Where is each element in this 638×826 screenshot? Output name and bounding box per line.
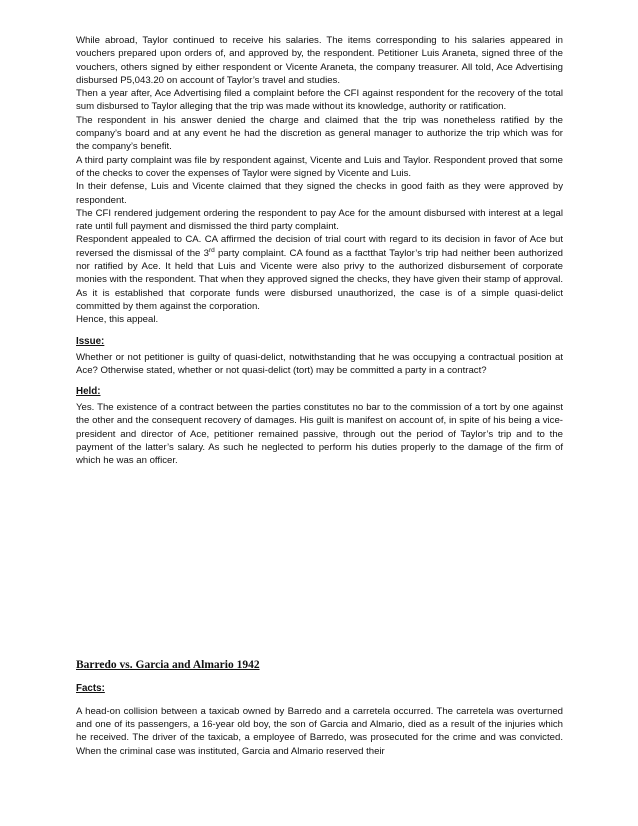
case-title: Barredo vs. Garcia and Almario 1942 <box>76 658 260 671</box>
issue-heading: Issue: <box>76 335 105 347</box>
spacer <box>76 672 563 682</box>
facts-heading: Facts: <box>76 682 105 694</box>
spacer <box>76 377 563 385</box>
facts-text: A head-on collision between a taxicab owned by Barredo and a carretela occurred. The carretela was overturned and one of its passengers, a 16-year old boy, the son of Garcia and Almario, died as a result of the injuries which he received. The driver of the taxicab, a employee of Barredo, was prosecuted for the crime and was convicted. When the criminal case was instituted, Garcia and Almario reserved their <box>76 705 563 757</box>
spacer <box>76 327 563 335</box>
spacer <box>76 695 563 705</box>
paragraph-hence-appeal: Hence, this appeal. <box>76 314 159 326</box>
issue-text: Whether or not petitioner is guilty of quasi-delict, notwithstanding that he was occupying a contractual position at Ace? Otherwise stated, whether or not quasi-delict (tort) may be committed a party in a contract? <box>76 351 563 376</box>
paragraph-third-party-complaint: A third party complaint was file by respondent against, Vicente and Luis and Taylor. Respondent proved that some of the checks to cover the expenses of Taylor were signed by Vicente and Luis. <box>76 154 563 179</box>
paragraph-respondent-answer: The respondent in his answer denied the charge and claimed that the trip was nonetheless ratified by the company’s board and at any event he had the discretion as general manager to authorize the trip which was for the company’s benefit. <box>76 114 563 153</box>
document-page <box>76 34 563 758</box>
paragraph-defense: In their defense, Luis and Vicente claimed that they signed the checks in good faith as they were approved by respondent. <box>76 181 563 206</box>
paragraph-ca-appeal <box>76 233 563 313</box>
held-text: Yes. The existence of a contract between the parties constitutes no bar to the commission of a tort by one against the other and the consequent recovery of damages. His guilt is manifest on account of, in spite of his being a vice-president and director of Ace, petitioner remained passive, through out the period of Taylor’s trip and to the payment of the latter’s salary. As such he neglected to perform his duties properly to the damage of the firm of which he was an officer. <box>76 402 563 467</box>
held-heading: Held: <box>76 386 101 398</box>
appeal-text-b: party complaint. CA found as a factthat Taylor’s trip had neither been authorized nor ratified by Ace. It held that Luis and Vicente were also privy to the authorized disbursement of corporate monies with the respondent. That when they approved signed the checks, they have given their stamp of approval. As it is established that corporate funds were disbursed unauthorized, the case is of a simple quasi-delict committed by them against the corporation. <box>76 247 563 312</box>
paragraph-taylor-salaries: While abroad, Taylor continued to receive his salaries. The items corresponding to his salaries appeared in vouchers prepared upon orders of, and approved by, the respondent. Petitioner Luis Araneta, signed three of the vouchers, others signed by either respondent or Vicente Araneta, the company treasurer. All told, Ace Advertising disbursed P5,043.20 on account of Taylor’s travel and studies. <box>76 35 563 86</box>
blank-space <box>76 468 563 658</box>
paragraph-cfi-judgement: The CFI rendered judgement ordering the respondent to pay Ace for the amount disbursed with interest at a legal rate until full payment and dismissed the third party complaint. <box>76 207 563 233</box>
appeal-superscript: rd <box>208 246 215 254</box>
appeal-text-a: Respondent appealed to CA. CA affirmed the decision of trial court with regard to its decision in favor of Ace but reversed the dismissal of the 3 <box>76 234 563 259</box>
paragraph-ace-complaint: Then a year after, Ace Advertising filed a complaint before the CFI against respondent for the recovery of the total sum disbursed to Taylor alleging that the trip was made without its knowledge, authority or ratification. <box>76 88 563 113</box>
